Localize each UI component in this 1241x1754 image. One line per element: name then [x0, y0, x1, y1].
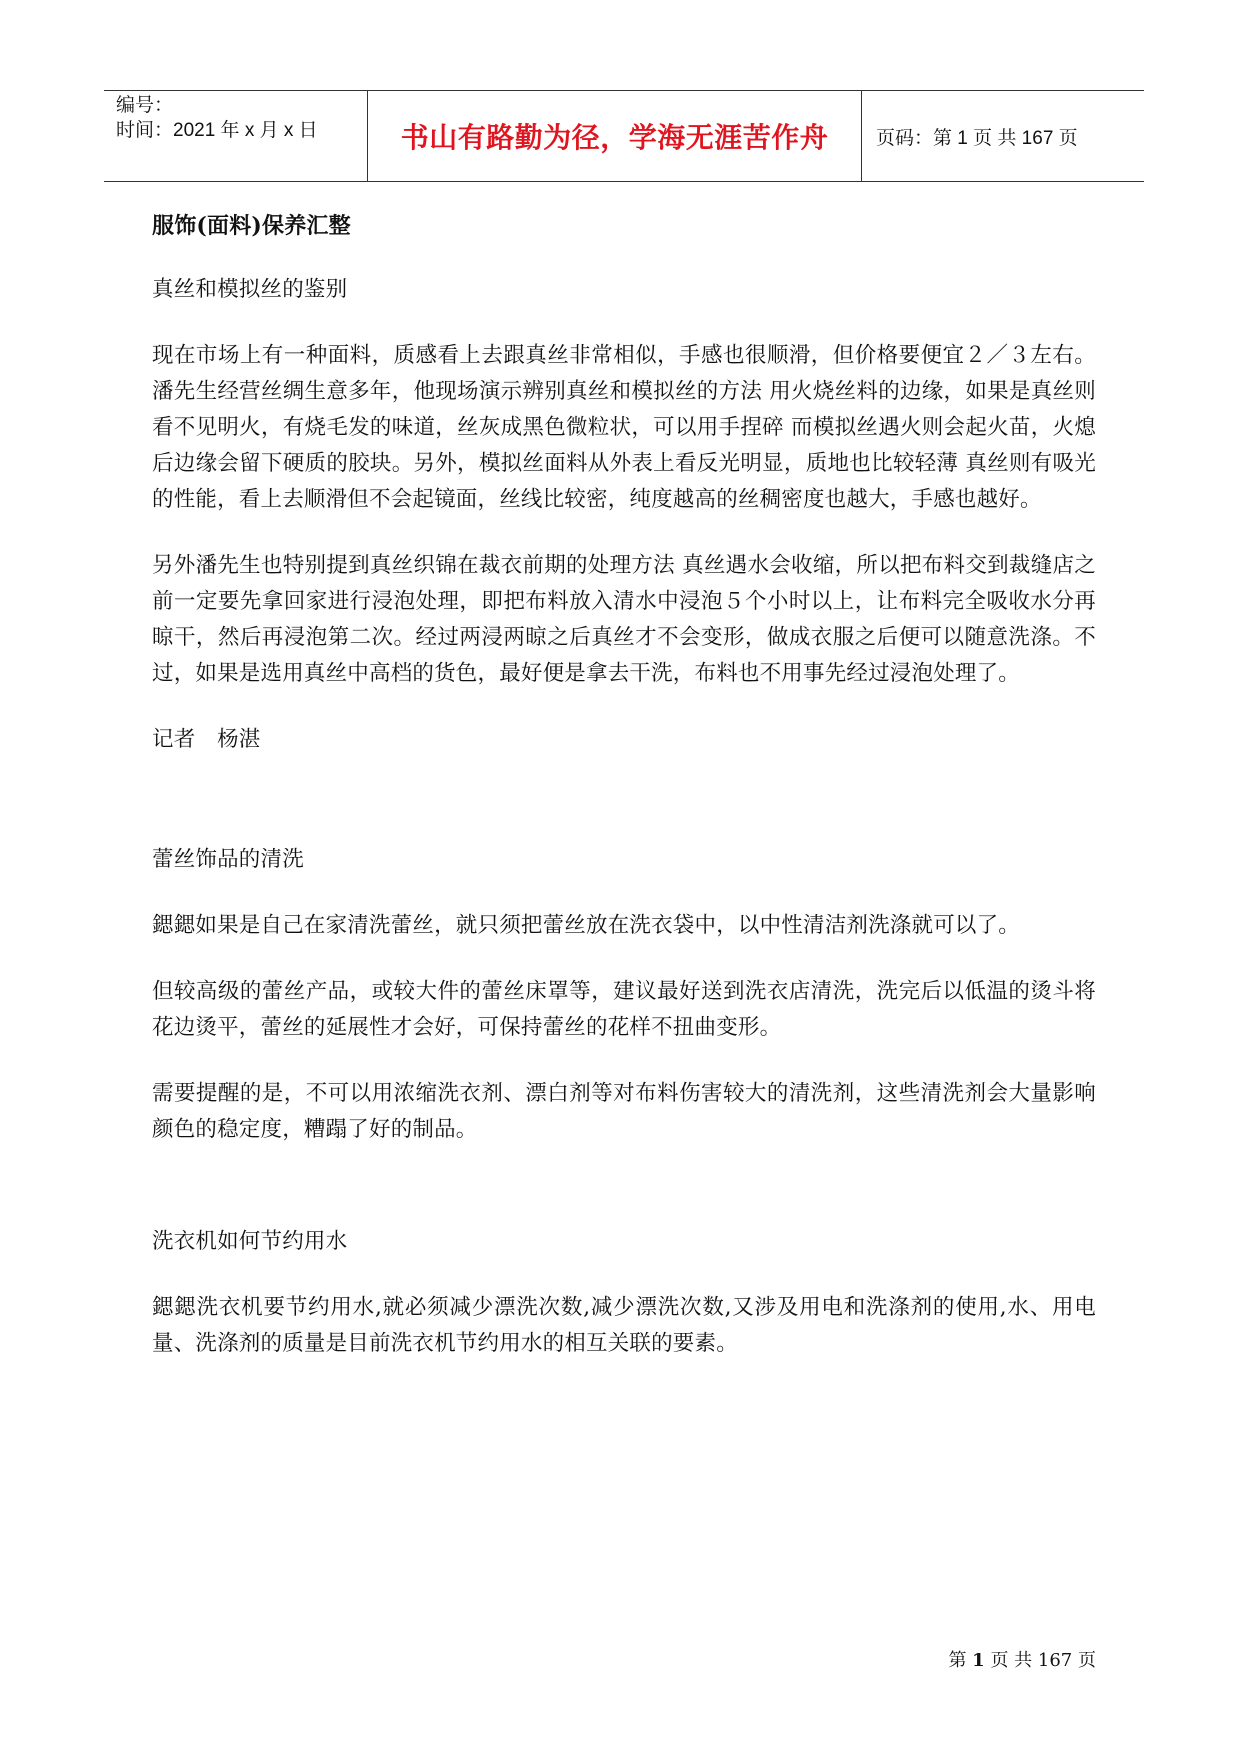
reporter-line: 记者 杨湛: [152, 727, 261, 752]
paragraph: 鍶鍶如果是自己在家清洗蕾丝，就只须把蕾丝放在洗衣袋中，以中性清洁剂洗涤就可以了。: [152, 913, 1021, 938]
paragraph: 但较高级的蕾丝产品，或较大件的蕾丝床罩等，建议最好送到洗衣店清洗，洗完后以低温的烫斗将花边烫平，蕾丝的延展性才会好，可保持蕾丝的花样不扭曲变形。: [152, 979, 1096, 1040]
section-heading-silk: 真丝和模拟丝的鉴别: [152, 277, 348, 302]
header-page-info: 页码：第 1 页 共 167 页: [876, 127, 1078, 149]
paragraph: 鍶鍶洗衣机要节约用水,就必须减少漂洗次数,减少漂洗次数,又涉及用电和洗涤剂的使用,水、用电量、洗涤剂的质量是目前洗衣机节约用水的相互关联的要素。: [152, 1295, 1096, 1356]
document-title: 服饰(面料)保养汇整: [152, 213, 351, 239]
page-header: [104, 90, 1144, 182]
document-body: [152, 208, 1096, 1392]
page-footer: [948, 1646, 1096, 1672]
footer-total-pages: 167: [1037, 1650, 1073, 1671]
section-heading-lace: 蕾丝饰品的清洗: [152, 847, 304, 872]
footer-middle: 页 共: [990, 1650, 1033, 1671]
footer-page-number: 1: [972, 1650, 985, 1671]
paragraph: 现在市场上有一种面料，质感看上去跟真丝非常相似，手感也很顺滑，但价格要便宜２／３左右。潘先生经营丝绸生意多年，他现场演示辨别真丝和模拟丝的方法 用火烧丝料的边缘，如果是真丝则看不见明火，有烧毛发的味道，丝灰成黑色微粒状，可以用手捏碎 而模拟丝遇火则会起火苗，火熄后边缘会留下硬质的胶块。另外，模拟丝面料从外表上看反光明显，质地也比较轻薄 真丝则有吸光的性能，看上去顺滑但不会起镜面，丝线比较密，纯度越高的丝稠密度也越大，手感也越好。: [152, 343, 1096, 512]
header-motto: 书山有路勤为径，学海无涯苦作舟: [368, 91, 862, 181]
section-heading-washer: 洗衣机如何节约用水: [152, 1229, 348, 1254]
header-time-label: 时间：2021 年 x 月 x 日: [116, 120, 318, 141]
header-number-label: 编号：: [116, 95, 174, 116]
header-meta: [104, 91, 368, 181]
paragraph: 需要提醒的是，不可以用浓缩洗衣剂、漂白剂等对布料伤害较大的清洗剂，这些清洗剂会大量影响颜色的稳定度，糟蹋了好的制品。: [152, 1081, 1096, 1142]
paragraph: 另外潘先生也特别提到真丝织锦在裁衣前期的处理方法 真丝遇水会收缩，所以把布料交到裁缝店之前一定要先拿回家进行浸泡处理，即把布料放入清水中浸泡５个小时以上，让布料完全吸收水分再晾干，然后再浸泡第二次。经过两浸两晾之后真丝才不会变形，做成衣服之后便可以随意洗涤。不过，如果是选用真丝中高档的货色，最好便是拿去干洗，布料也不用事先经过浸泡处理了。: [152, 553, 1096, 686]
footer-prefix: 第: [948, 1650, 967, 1671]
footer-suffix: 页: [1078, 1650, 1096, 1671]
